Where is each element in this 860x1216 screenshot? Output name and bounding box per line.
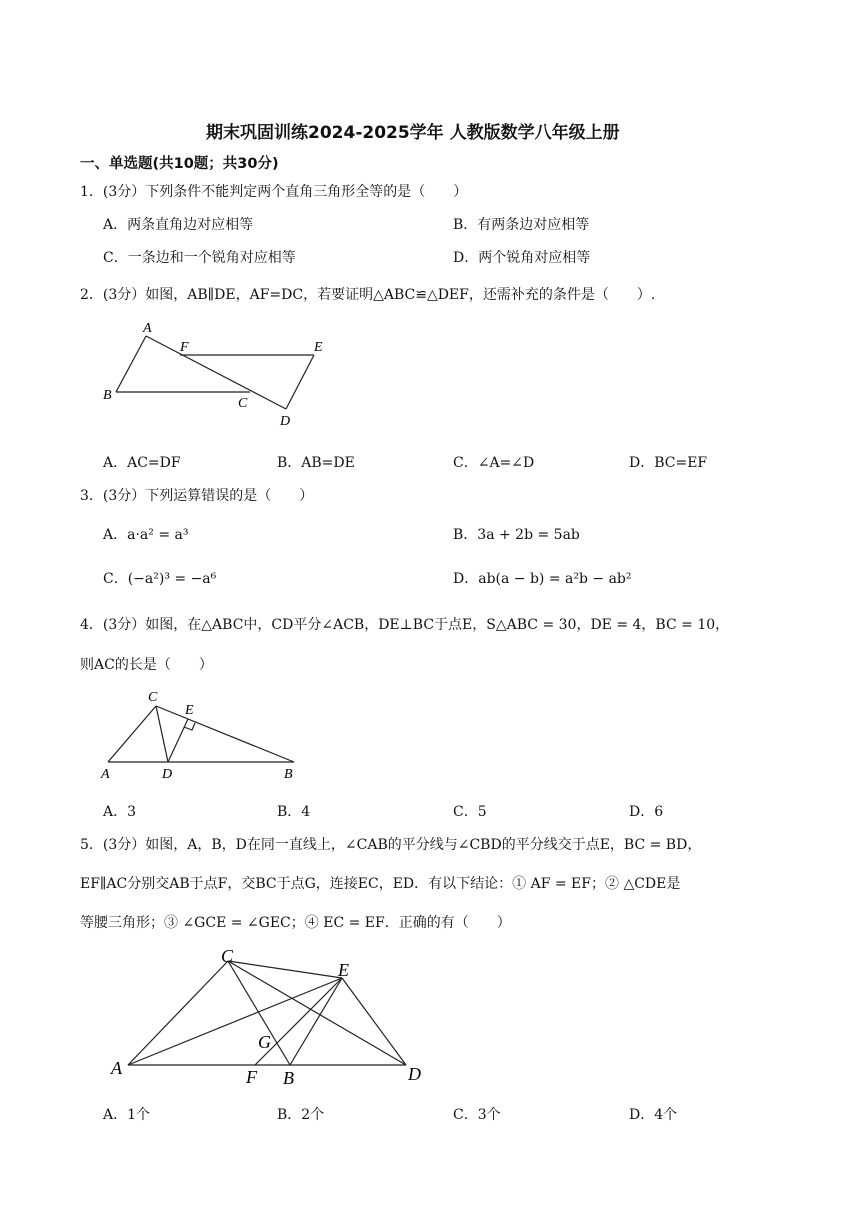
- q5-label-g: G: [258, 1032, 271, 1052]
- q2-label-c: C: [238, 396, 248, 411]
- q2-option-b[interactable]: B．AB=DE: [277, 455, 355, 471]
- q5-option-b[interactable]: B．2个: [277, 1107, 325, 1123]
- question-2-stem: 2．(3分）如图，AB∥DE，AF=DC，若要证明△ABC≌△DEF，还需补充的条件是（ ）.: [80, 287, 656, 303]
- question-5-stem-line-3: 等腰三角形；③ ∠GCE = ∠GEC；④ EC = EF．正确的有（ ）: [80, 915, 511, 931]
- q3-option-a[interactable]: A．a·a² = a³: [103, 527, 189, 543]
- q2-label-d: D: [280, 414, 291, 429]
- q2-label-e: E: [314, 340, 323, 355]
- q5-label-e: E: [338, 960, 349, 980]
- q5-figure: [100, 940, 440, 1090]
- q5-label-b: B: [283, 1068, 294, 1088]
- q5-option-c[interactable]: C．3个: [453, 1107, 501, 1123]
- q2-figure: [100, 318, 340, 430]
- q4-figure: [98, 684, 308, 784]
- q4-option-d[interactable]: D．6: [629, 804, 664, 820]
- question-4-stem-line-2: 则AC的长是（ ）: [80, 657, 213, 673]
- page-title: 期末巩固训练2024-2025学年 人教版数学八年级上册: [206, 123, 620, 143]
- q4-option-b[interactable]: B．4: [277, 804, 311, 820]
- q2-label-b: B: [103, 388, 112, 403]
- section-heading: 一、单选题(共10题；共30分): [80, 156, 279, 172]
- q4-option-c[interactable]: C．5: [453, 804, 487, 820]
- q1-option-b[interactable]: B．有两条边对应相等: [453, 217, 590, 233]
- q4-label-a: A: [101, 767, 110, 782]
- q3-option-b[interactable]: B．3a + 2b = 5ab: [453, 527, 580, 543]
- question-1-stem: 1．(3分）下列条件不能判定两个直角三角形全等的是（ ）: [80, 184, 468, 200]
- q4-label-e: E: [185, 703, 194, 718]
- q5-option-a[interactable]: A．1个: [103, 1107, 151, 1123]
- q4-option-a[interactable]: A．3: [103, 804, 137, 820]
- q1-option-a[interactable]: A．两条直角边对应相等: [103, 217, 254, 233]
- question-5-stem-line-2: EF∥AC分别交AB于点F，交BC于点G，连接EC，ED．有以下结论：① AF = EF；② △CDE是: [80, 876, 681, 892]
- q5-label-a: A: [111, 1058, 122, 1078]
- q4-label-b: B: [284, 767, 293, 782]
- q2-option-c[interactable]: C．∠A=∠D: [453, 455, 535, 471]
- q4-label-d: D: [162, 767, 173, 782]
- q5-label-f: F: [246, 1067, 257, 1087]
- q1-option-c[interactable]: C．一条边和一个锐角对应相等: [103, 250, 296, 266]
- q4-label-c: C: [148, 690, 158, 705]
- question-3-stem: 3．(3分）下列运算错误的是（ ）: [80, 488, 314, 504]
- q3-option-d[interactable]: D．ab(a − b) = a²b − ab²: [453, 571, 632, 587]
- q2-option-d[interactable]: D．BC=EF: [629, 455, 708, 471]
- question-4-stem-line-1: 4．(3分）如图，在△ABC中，CD平分∠ACB，DE⊥BC于点E，S△ABC = 30，DE = 4，BC = 10，: [80, 617, 730, 633]
- q3-option-c[interactable]: C．(−a²)³ = −a⁶: [103, 571, 217, 587]
- q5-option-d[interactable]: D．4个: [629, 1107, 678, 1123]
- q2-option-a[interactable]: A．AC=DF: [103, 455, 181, 471]
- q5-label-c: C: [221, 946, 234, 966]
- q2-label-a: A: [143, 321, 152, 336]
- q2-label-f: F: [180, 340, 189, 355]
- question-5-stem-line-1: 5．(3分）如图，A，B，D在同一直线上，∠CAB的平分线与∠CBD的平分线交于点E，BC = BD，: [80, 837, 702, 853]
- q1-option-d[interactable]: D．两个锐角对应相等: [453, 250, 591, 266]
- q5-label-d: D: [408, 1064, 421, 1084]
